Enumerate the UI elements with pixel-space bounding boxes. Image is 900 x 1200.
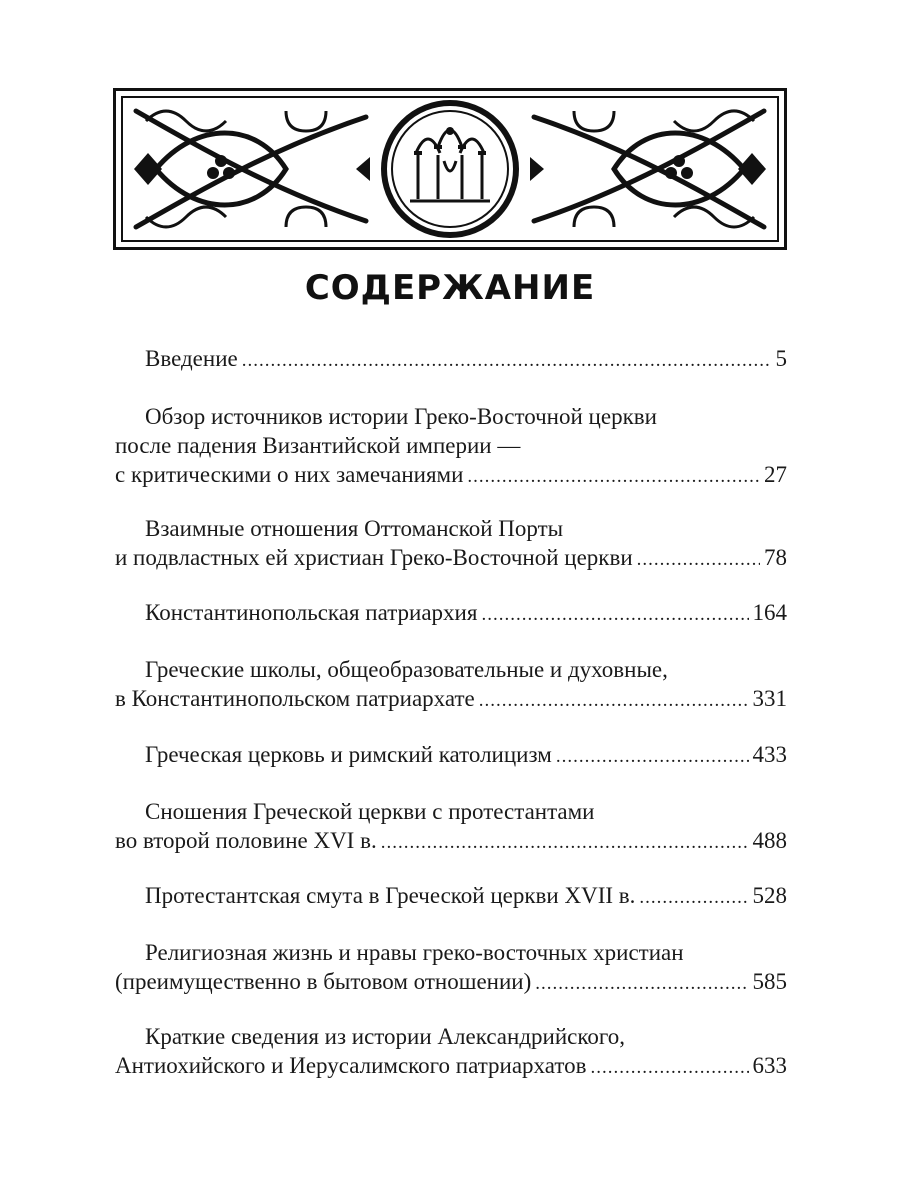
toc-entry-title: Антиохийского и Иерусалимского патриархатов xyxy=(115,1053,587,1078)
toc-entry-title: Сношения Греческой церкви с протестантами xyxy=(145,799,595,824)
toc-entry xyxy=(115,514,787,574)
ornamental-header-banner xyxy=(113,88,787,250)
dot-leader xyxy=(481,600,748,629)
toc-line xyxy=(115,344,787,375)
toc-page-number: 164 xyxy=(752,600,787,625)
toc-entry-title: Религиозная жизнь и нравы греко-восточных христиан xyxy=(145,940,684,965)
dot-leader xyxy=(590,1053,748,1082)
toc-page-number: 585 xyxy=(752,969,787,994)
toc-line xyxy=(115,967,787,998)
ornament-vignette xyxy=(116,91,784,247)
toc-entry-title: Введение xyxy=(145,346,238,371)
toc-entry-title: Протестантская смута в Греческой церкви XVII в. xyxy=(145,883,636,908)
toc-line xyxy=(115,938,787,967)
toc-line xyxy=(115,797,787,826)
toc-page-number: 331 xyxy=(752,686,787,711)
dot-leader xyxy=(242,346,772,375)
toc-line xyxy=(115,881,787,912)
toc-page-number: 528 xyxy=(752,883,787,908)
toc-line xyxy=(115,826,787,857)
toc-entry-title: Греческая церковь и римский католицизм xyxy=(145,742,552,767)
toc-entry xyxy=(115,598,787,629)
toc-entry xyxy=(115,1022,787,1082)
toc-entry-title: и подвластных ей христиан Греко-Восточной церкви xyxy=(115,545,633,570)
toc-entry xyxy=(115,655,787,715)
toc-line xyxy=(115,402,787,431)
toc-line xyxy=(115,1022,787,1051)
dot-leader xyxy=(479,686,749,715)
dot-leader xyxy=(467,462,760,491)
toc-page-number: 633 xyxy=(752,1053,787,1078)
toc-entry-title: Константинопольская патриархия xyxy=(145,600,478,625)
toc-entry-title: с критическими о них замечаниями xyxy=(115,462,464,487)
toc-line xyxy=(115,431,787,460)
toc-entry-title: после падения Византийской империи — xyxy=(115,433,521,458)
page-title: СОДЕРЖАНИЕ xyxy=(304,268,596,308)
toc-line xyxy=(115,514,787,543)
toc-page-number: 27 xyxy=(764,462,787,487)
dot-leader xyxy=(639,883,748,912)
dot-leader xyxy=(637,545,760,574)
toc-entry-title: Обзор источников истории Греко-Восточной церкви xyxy=(145,404,657,429)
dot-leader xyxy=(535,969,748,998)
toc-entry xyxy=(115,938,787,998)
toc-entry-title: в Константинопольском патриархате xyxy=(115,686,475,711)
toc-page-number: 433 xyxy=(752,742,787,767)
toc-line xyxy=(115,598,787,629)
toc-entry xyxy=(115,344,787,375)
toc-line xyxy=(115,684,787,715)
toc-entry xyxy=(115,402,787,491)
toc-entry-title: во второй половине XVI в. xyxy=(115,828,377,853)
toc-line xyxy=(115,460,787,491)
toc-line xyxy=(115,1051,787,1082)
toc-page-number: 5 xyxy=(775,346,787,371)
toc-line xyxy=(115,543,787,574)
toc-entry-title: Краткие сведения из истории Александрийского, xyxy=(145,1024,625,1049)
toc-entry xyxy=(115,881,787,912)
toc-line xyxy=(115,655,787,684)
dot-leader xyxy=(381,828,749,857)
toc-page-number: 78 xyxy=(764,545,787,570)
toc-entry xyxy=(115,797,787,857)
toc-entry-title: Греческие школы, общеобразовательные и духовные, xyxy=(145,657,668,682)
toc-page-number: 488 xyxy=(752,828,787,853)
toc-entry-title: Взаимные отношения Оттоманской Порты xyxy=(145,516,564,541)
toc-entry-title: (преимущественно в бытовом отношении) xyxy=(115,969,532,994)
toc-entry xyxy=(115,740,787,771)
toc-line xyxy=(115,740,787,771)
dot-leader xyxy=(556,742,749,771)
